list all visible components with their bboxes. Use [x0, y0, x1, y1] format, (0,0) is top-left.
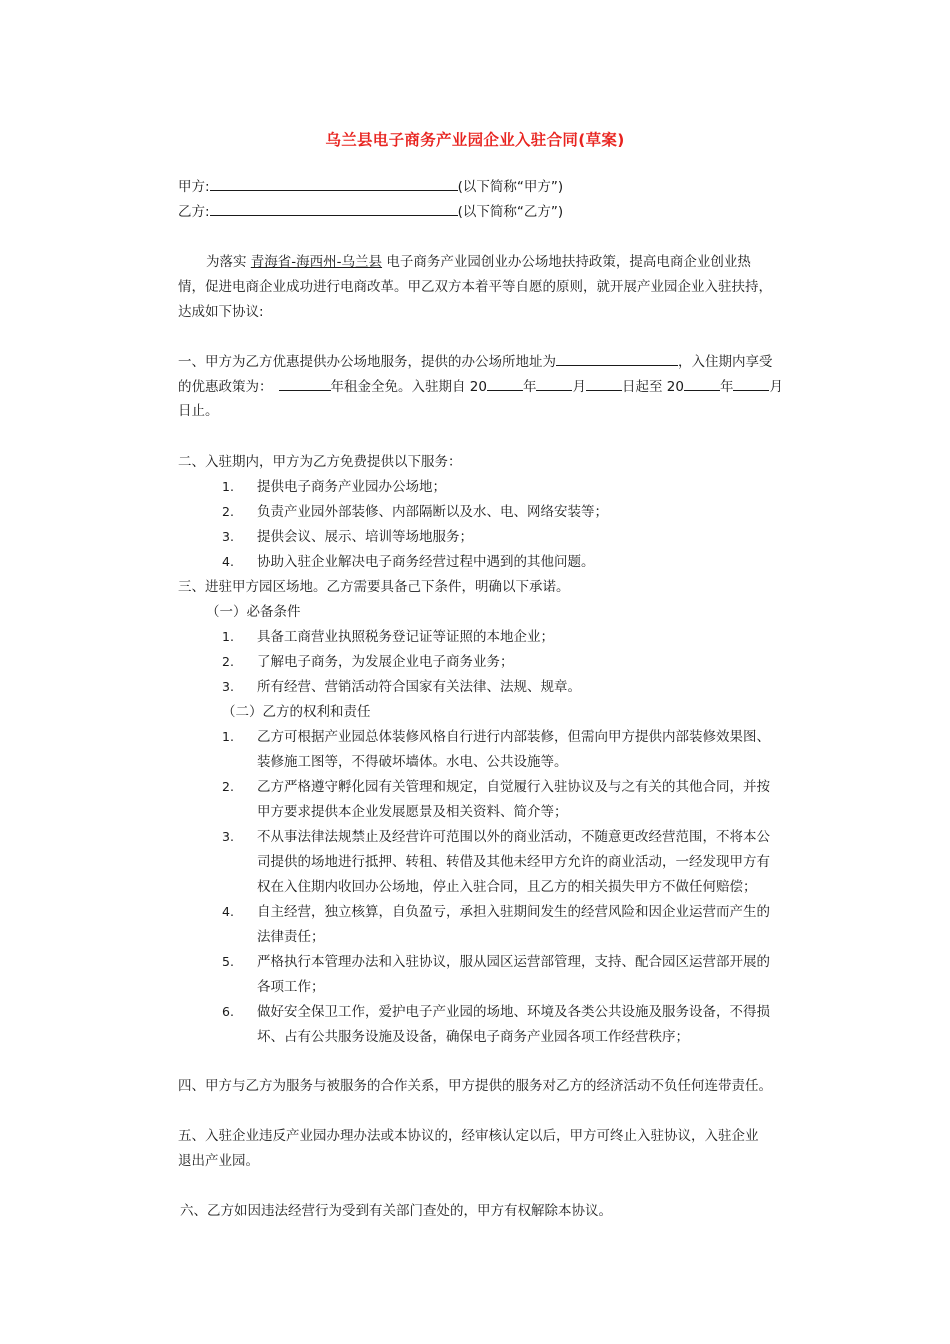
clause2-heading: 二、入驻期内，甲方为乙方免费提供以下服务：: [178, 454, 462, 470]
intro-line1-rest: 电子商务产业园创业办公场地扶持政策，提高电商企业创业热: [386, 254, 751, 270]
clause1-text-e: 日起至 20: [621, 379, 684, 395]
address-blank: [556, 351, 678, 366]
list-number: 6.: [222, 1004, 234, 1019]
list-item-line: 不从事法律法规禁止及经营许可范围以外的商业活动，不随意更改经营范围，不将本公: [257, 829, 770, 845]
list-number: 3.: [222, 679, 234, 694]
clause1-year-label: 年: [522, 379, 537, 395]
list-item-line: 乙方可根据产业园总体装修风格自行进行内部装修，但需向甲方提供内部装修效果图、: [257, 729, 770, 745]
list-item: 了解电子商务，为发展企业电子商务业务；: [257, 654, 514, 670]
party-b-label: 乙方:: [178, 204, 210, 220]
clause6-text: 六、乙方如因违法经营行为受到有关部门查处的，甲方有权解除本协议。: [180, 1203, 612, 1219]
list-item-line: 权在入住期内收回办公场地，停止入驻合同，且乙方的相关损失甲方不做任何赔偿；: [257, 879, 757, 895]
list-number: 2.: [222, 504, 234, 519]
clause3-sub1-heading: （一）必备条件: [206, 604, 301, 620]
clause1-line-2: [178, 376, 783, 397]
document-title: 乌兰县电子商务产业园企业入驻合同(草案): [325, 131, 625, 149]
clause5-line-1: 五、入驻企业违反产业园办理办法或本协议的，经审核认定以后，甲方可终止入驻协议，入驻企业: [178, 1128, 759, 1144]
clause5-line-2: 退出产业园。: [178, 1153, 259, 1169]
list-number: 3.: [222, 829, 234, 844]
clause1-text-d: 年租金全免。入驻期自 20: [330, 379, 487, 395]
intro-line-2: 情，促进电商企业成功进行电商改革。甲乙双方本着平等自愿的原则，就开展产业园企业入驻扶持，: [178, 279, 772, 295]
clause1-line-1: [178, 351, 773, 372]
clause1-text-c: 的优惠政策为：: [178, 379, 273, 395]
party-b-blank: [210, 201, 458, 216]
list-item-line: 做好安全保卫工作，爱护电子产业园的场地、环境及各类公共设施及服务设备，不得损: [257, 1004, 770, 1020]
clause1-text-b: ，入住期内享受: [678, 354, 773, 370]
end-year-blank: [684, 376, 720, 391]
list-item-line: 各项工作；: [257, 979, 325, 995]
list-item-line: 坏、占有公共服务设施及设备，确保电子商务产业园各项工作经营秩序；: [257, 1029, 689, 1045]
party-b-suffix: (以下简称“乙方”): [457, 204, 564, 220]
list-item: 提供电子商务产业园办公场地；: [257, 479, 446, 495]
party-a-blank: [210, 176, 458, 191]
end-month-blank: [733, 376, 769, 391]
list-item: 协助入驻企业解决电子商务经营过程中遇到的其他问题。: [257, 554, 595, 570]
list-number: 1.: [222, 629, 234, 644]
list-number: 1.: [222, 479, 234, 494]
list-number: 1.: [222, 729, 234, 744]
intro-line-1: [206, 252, 751, 272]
clause1-month-label-2: 月: [769, 379, 783, 395]
clause1-year-label-2: 年: [719, 379, 734, 395]
party-a-label: 甲方:: [178, 179, 210, 195]
start-day-blank: [586, 376, 622, 391]
clause1-month-label: 月: [572, 379, 586, 395]
start-month-blank: [536, 376, 572, 391]
list-item-line: 严格执行本管理办法和入驻协议，服从园区运营部管理，支持、配合园区运营部开展的: [257, 954, 770, 970]
list-number: 3.: [222, 529, 234, 544]
list-number: 5.: [222, 954, 234, 969]
clause4-text: 四、甲方与乙方为服务与被服务的合作关系，甲方提供的服务对乙方的经济活动不负任何连带责任。: [178, 1078, 772, 1094]
list-item: 提供会议、展示、培训等场地服务；: [257, 529, 473, 545]
clause3-sub2-heading: （二）乙方的权利和责任: [222, 704, 371, 720]
list-item-line: 甲方要求提供本企业发展愿景及相关资料、简介等；: [257, 804, 568, 820]
years-blank: [279, 376, 331, 391]
clause1-line-3: 日止。: [178, 403, 219, 419]
party-b-line: [178, 201, 563, 222]
clause3-heading: 三、进驻甲方园区场地。乙方需要具备己下条件，明确以下承诺。: [178, 579, 570, 595]
list-item: 具备工商营业执照税务登记证等证照的本地企业；: [257, 629, 554, 645]
intro-line-3: 达成如下协议:: [178, 304, 264, 320]
list-item: 负责产业园外部装修、内部隔断以及水、电、网络安装等；: [257, 504, 608, 520]
start-year-blank: [487, 376, 523, 391]
list-item-line: 乙方严格遵守孵化园有关管理和规定，自觉履行入驻协议及与之有关的其他合同，并按: [257, 779, 770, 795]
clause1-text-a: 一、甲方为乙方优惠提供办公场地服务，提供的办公场所地址为: [178, 354, 556, 370]
party-a-suffix: (以下简称“甲方”): [457, 179, 564, 195]
list-number: 4.: [222, 554, 234, 569]
list-item: 所有经营、营销活动符合国家有关法律、法规、规章。: [257, 679, 581, 695]
list-number: 2.: [222, 779, 234, 794]
list-item-line: 司提供的场地进行抵押、转租、转借及其他未经甲方允许的商业活动，一经发现甲方有: [257, 854, 770, 870]
list-item-line: 自主经营，独立核算，自负盈亏，承担入驻期间发生的经营风险和因企业运营而产生的: [257, 904, 770, 920]
party-a-line: [178, 176, 563, 197]
list-item-line: 装修施工图等，不得破坏墙体。水电、公共设施等。: [257, 754, 568, 770]
intro-prefix: 为落实: [206, 254, 247, 270]
list-number: 2.: [222, 654, 234, 669]
list-item-line: 法律责任；: [257, 929, 325, 945]
list-number: 4.: [222, 904, 234, 919]
intro-location: 青海省-海西州-乌兰县: [250, 254, 383, 270]
